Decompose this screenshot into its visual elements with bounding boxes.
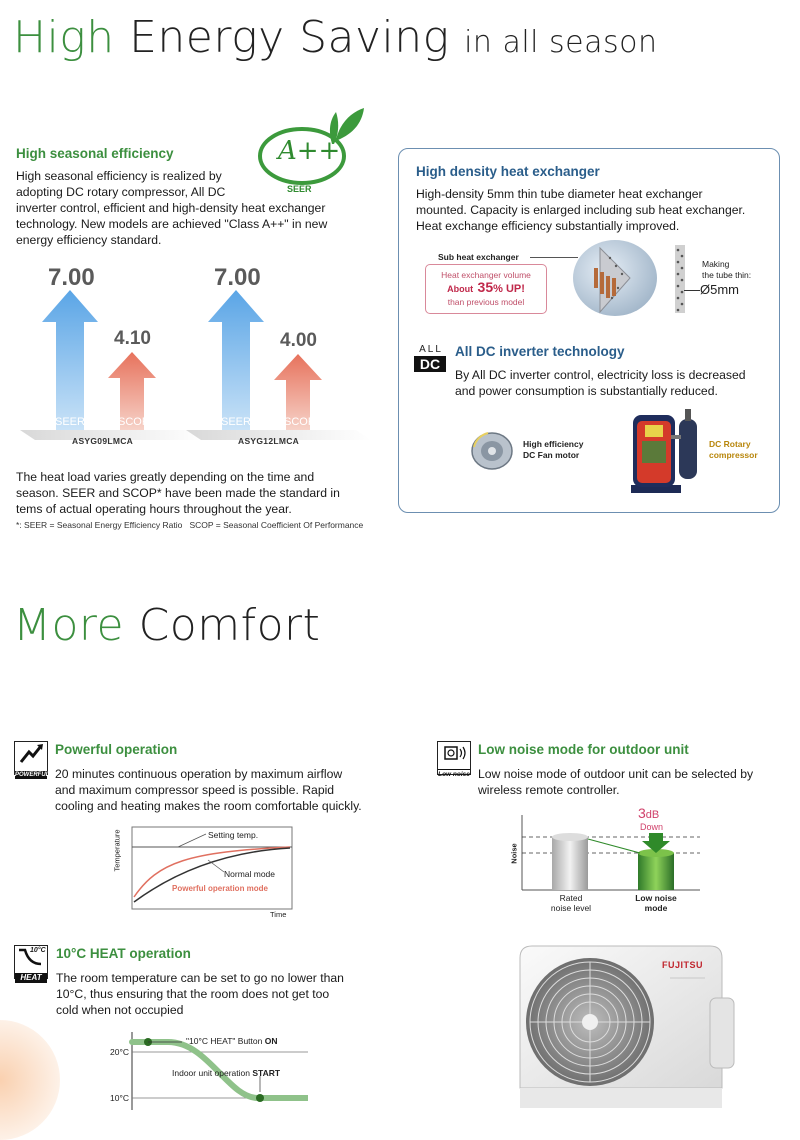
low-noise-icon-label: Low noise xyxy=(438,771,470,778)
title-word-comfort: Comfort xyxy=(138,600,321,651)
volume-line-3: than previous model xyxy=(447,297,525,307)
title-word-all-season: in all season xyxy=(464,25,658,60)
seasonal-text-line: High seasonal efficiency is realized by xyxy=(16,169,222,183)
seer-arrow-2 xyxy=(208,290,264,430)
seasonal-text-line: adopting DC rotary compressor, All DC xyxy=(16,185,226,199)
rated-line-2: noise level xyxy=(550,903,592,913)
compressor-icon xyxy=(625,405,705,495)
operation-start-label xyxy=(172,1068,280,1078)
y-axis-temperature: Temperature xyxy=(112,829,122,872)
low-noise-text-line: Low noise mode of outdoor unit can be selected by xyxy=(478,767,754,781)
volume-up: % UP! xyxy=(493,283,525,295)
making-line-1: Making xyxy=(702,259,730,269)
heat-exchanger-text xyxy=(416,186,776,234)
dc-inverter-text-line: By All DC inverter control, electricity loss is decreased xyxy=(455,368,746,382)
volume-line-1: Heat exchanger volume xyxy=(441,270,531,280)
seer-value-1: 7.00 xyxy=(48,264,95,291)
powerful-text-line: cooling and heating makes the room comfortable quickly. xyxy=(55,799,362,813)
section-title-comfort xyxy=(13,600,320,651)
start-word: START xyxy=(252,1068,281,1078)
compressor-image xyxy=(625,405,705,495)
seasonal-text-line: technology. New models are achieved "Class A++" in new xyxy=(16,217,328,231)
dc-inverter-heading: All DC inverter technology xyxy=(455,344,625,359)
seasonal-footnote: *: SEER = Seasonal Energy Efficiency Ratio SCOP = Seasonal Coefficient Of Performance xyxy=(16,520,364,530)
volume-about: About xyxy=(447,284,474,294)
seer-label-2: SEER xyxy=(221,416,251,428)
setting-temp-label: Setting temp. xyxy=(208,830,259,840)
rated-noise-bar xyxy=(552,837,588,890)
all-dc-badge-bottom: DC xyxy=(414,356,446,372)
model-label-2: ASYG12LMCA xyxy=(238,436,300,446)
badge-seer-label: SEER xyxy=(287,184,312,194)
section-title-energy xyxy=(13,12,658,63)
dc-fan-motor-image xyxy=(468,425,518,475)
seasonal-heading: High seasonal efficiency xyxy=(16,146,174,161)
normal-mode-label: Normal mode xyxy=(224,869,276,879)
db-unit: dB xyxy=(645,809,660,821)
sub-heat-exchanger-label: Sub heat exchanger xyxy=(438,252,519,262)
x-axis-time: Time xyxy=(270,910,287,919)
tube-strip xyxy=(675,245,685,313)
dc-inverter-text-line: and power consumption is substantially reduced. xyxy=(455,384,718,398)
heat-exchanger-image xyxy=(570,238,660,318)
making-line-2: the tube thin: xyxy=(702,270,752,280)
low-noise-heading: Low noise mode for outdoor unit xyxy=(478,742,689,757)
heat10-text-line: cold when not occupied xyxy=(56,1003,184,1017)
tube-dimension-mark xyxy=(684,290,700,291)
fan-line-2: DC Fan motor xyxy=(523,450,580,460)
seer-scop-chart-1 xyxy=(20,260,210,460)
low-noise-chart xyxy=(510,805,710,915)
powerful-arrow-icon xyxy=(15,742,47,766)
db-value: 3 xyxy=(638,805,646,821)
dc-inverter-text xyxy=(455,367,775,399)
seer-value-2: 7.00 xyxy=(214,264,261,291)
all-dc-badge xyxy=(414,344,448,374)
badge-rating: A++ xyxy=(278,136,341,166)
powerful-heading: Powerful operation xyxy=(55,742,178,757)
seasonal-note xyxy=(16,469,386,517)
comp-line-1: DC Rotary xyxy=(709,439,751,449)
fan-line-1: High efficiency xyxy=(523,439,584,449)
start-text: Indoor unit operation xyxy=(172,1068,250,1078)
heat-exchanger-fin-icon xyxy=(570,238,660,318)
button-on-label xyxy=(186,1036,278,1046)
seasonal-note-line: tems of actual operating hours throughout the year. xyxy=(16,502,292,516)
title-word-more: More xyxy=(13,600,125,651)
heat10-icon-bottom: HEAT xyxy=(15,973,47,983)
all-dc-badge-top: ALL xyxy=(419,344,443,355)
seer-label-1: SEER xyxy=(55,416,85,428)
powerful-mode-label: Powerful operation mode xyxy=(172,884,269,893)
powerful-icon-label: POWERFUL xyxy=(15,772,50,778)
heat10-text-line: 10°C, thus ensuring that the room does not get too xyxy=(56,987,330,1001)
button-on-word: ON xyxy=(264,1036,278,1046)
fan-motor-icon xyxy=(468,425,518,475)
heat10-chart xyxy=(108,1032,308,1110)
scop-label-1: SCOP xyxy=(118,416,150,428)
model-label-1: ASYG09LMCA xyxy=(72,436,134,446)
title-word-high: High xyxy=(13,12,115,63)
heat10-heading: 10°C HEAT operation xyxy=(56,946,191,961)
scop-value-1: 4.10 xyxy=(114,328,151,349)
powerful-text-line: and maximum compressor speed is possible. Rapid xyxy=(55,783,335,797)
fujitsu-logo: FUJITSU xyxy=(662,960,704,970)
heat-exchanger-text-line: High-density 5mm thin tube diameter heat exchanger xyxy=(416,187,703,201)
outdoor-unit-illustration xyxy=(510,938,740,1110)
heat-exchanger-text-line: mounted. Capacity is enlarged including sub heat exchanger. xyxy=(416,203,746,217)
decorative-glow xyxy=(0,1020,60,1140)
low-line-2: mode xyxy=(644,903,668,913)
tube-size: Ø5mm xyxy=(700,282,739,297)
scop-value-2: 4.00 xyxy=(280,330,317,351)
heat10-icon-top: 10°C xyxy=(30,947,46,954)
heat10-text-line: The room temperature can be set to go no lower than xyxy=(56,971,344,985)
operation-start-marker xyxy=(256,1094,264,1102)
noise-axis-label: Noise xyxy=(509,843,519,864)
seasonal-text-line: energy efficiency standard. xyxy=(16,233,162,247)
heat10-text xyxy=(56,970,396,1018)
temp-20-label: 20°C xyxy=(110,1047,129,1057)
outdoor-unit-image xyxy=(510,938,740,1110)
seasonal-text xyxy=(16,168,386,248)
tube-holes-icon xyxy=(675,245,685,313)
volume-line-2 xyxy=(426,280,546,297)
volume-callout xyxy=(425,264,547,314)
seer-arrow-1 xyxy=(42,290,98,430)
button-text: "10°C HEAT" Button xyxy=(186,1036,263,1046)
volume-value: 35 xyxy=(477,279,494,295)
low-noise-text-line: wireless remote controller. xyxy=(478,783,620,797)
heat-exchanger-text-line: Heat exchange efficiency substantially improved. xyxy=(416,219,680,233)
heat10-icon xyxy=(14,945,48,982)
heat-exchanger-heading: High density heat exchanger xyxy=(416,164,600,179)
low-noise-bar xyxy=(638,853,674,890)
db-down: Down xyxy=(640,822,664,832)
seasonal-note-line: The heat load varies greatly depending on the time and xyxy=(16,470,315,484)
scop-label-2: SCOP xyxy=(284,416,316,428)
comp-line-2: compressor xyxy=(709,450,758,460)
speaker-icon xyxy=(438,742,470,764)
low-noise-text xyxy=(478,766,788,798)
low-noise-icon xyxy=(437,741,471,778)
temp-10-label: 10°C xyxy=(110,1093,129,1103)
powerful-text xyxy=(55,766,400,814)
rated-line-1: Rated xyxy=(559,893,583,903)
title-word-energy-saving: Energy Saving xyxy=(129,12,450,63)
powerful-icon xyxy=(14,741,50,778)
seasonal-note-line: season. SEER and SCOP* have been made the standard in xyxy=(16,486,340,500)
db-reduction xyxy=(638,805,659,823)
low-line-1: Low noise xyxy=(635,893,677,903)
seer-scop-chart-2 xyxy=(186,260,376,460)
seasonal-text-line: inverter control, efficient and high-density heat exchanger xyxy=(16,201,326,215)
powerful-text-line: 20 minutes continuous operation by maximum airflow xyxy=(55,767,343,781)
powerful-chart xyxy=(112,822,298,922)
